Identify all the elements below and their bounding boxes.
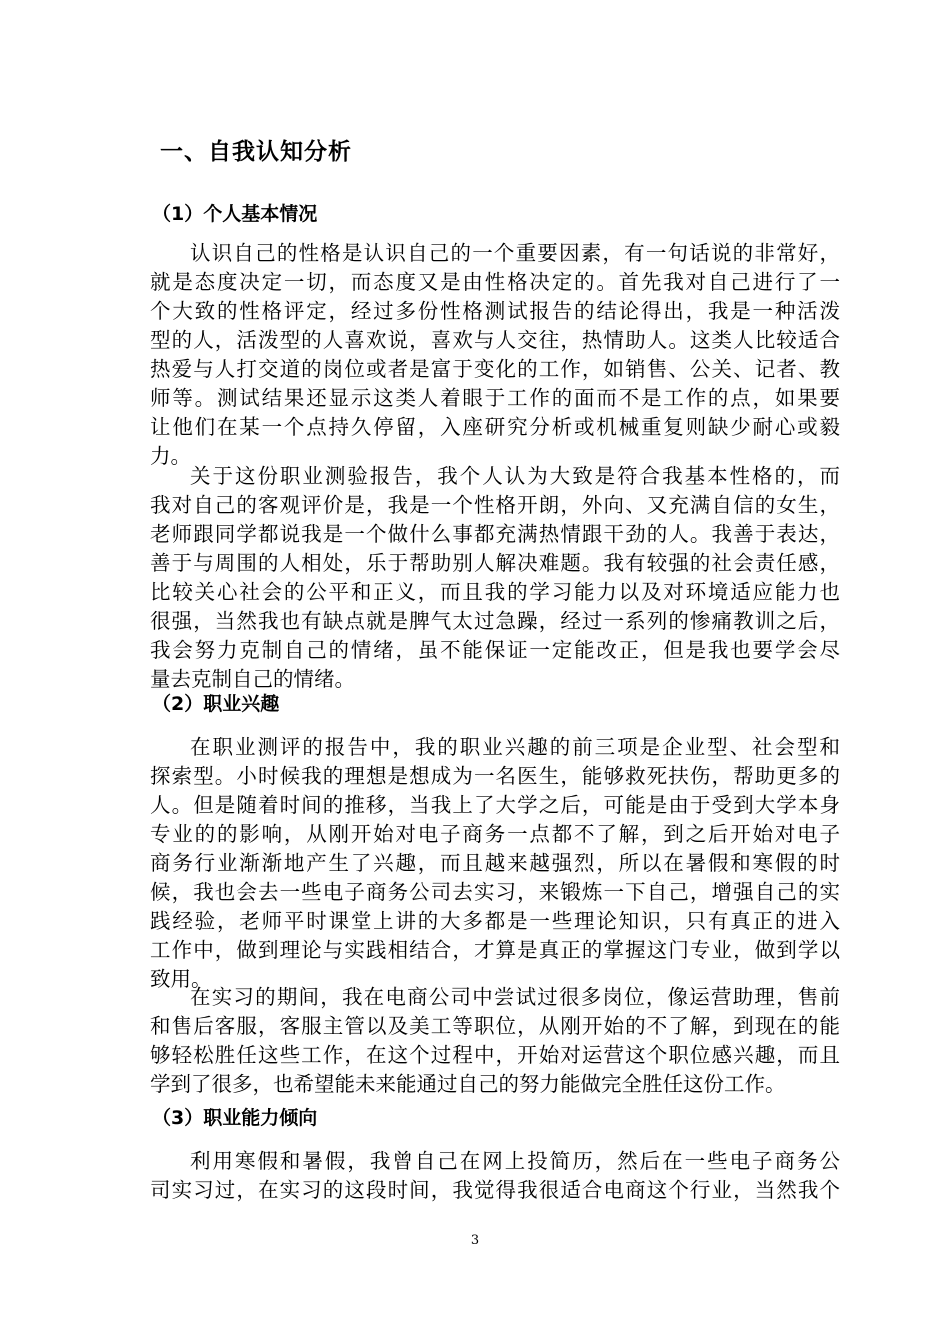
text-line: 探索型。小时候我的理想是想成为一名医生，能够救死扶伤，帮助更多的: [150, 764, 840, 788]
text-line: 人。但是随着时间的推移，当我上了大学之后，可能是由于受到大学本身: [150, 793, 840, 817]
text-line: 力。: [150, 444, 191, 468]
subsection-title: （3）职业能力倾向: [152, 1107, 318, 1129]
subsection-title: （1）个人基本情况: [152, 203, 318, 225]
paragraph: [150, 462, 840, 694]
text-line: 善于与周围的人相处，乐于帮助别人解决难题。我有较强的社会责任感，: [150, 551, 840, 575]
section-heading: 一、自我认知分析: [160, 139, 352, 165]
text-line: 比较关心社会的公平和正义，而且我的学习能力以及对环境适应能力也: [150, 580, 840, 604]
text-line: 够轻松胜任这些工作，在这个过程中，开始对运营这个职位感兴趣，而且: [150, 1043, 840, 1067]
text-line: 认识自己的性格是认识自己的一个重要因素，有一句话说的非常好，: [190, 241, 840, 265]
text-line: 很强，当然我也有缺点就是脾气太过急躁，经过一系列的惨痛教训之后，: [150, 609, 840, 633]
text-line: 利用寒假和暑假，我曾自己在网上投简历，然后在一些电子商务公: [190, 1149, 840, 1173]
text-line: 致用。: [150, 967, 212, 991]
text-line: 我会努力克制自己的情绪，虽不能保证一定能改正，但是我也要学会尽: [150, 638, 840, 662]
text-line: 我对自己的客观评价是，我是一个性格开朗，外向、又充满自信的女生，: [150, 493, 840, 517]
text-line: 践经验，老师平时课堂上讲的大多都是一些理论知识，只有真正的进入: [150, 909, 840, 933]
text-line: 商务行业渐渐地产生了兴趣，而且越来越强烈，所以在暑假和寒假的时: [150, 851, 840, 875]
text-line: 热爱与人打交道的岗位或者是富于变化的工作，如销售、公关、记者、教: [150, 357, 840, 381]
text-line: 候，我也会去一些电子商务公司去实习，来锻炼一下自己，增强自己的实: [150, 880, 840, 904]
text-line: 量去克制自己的情绪。: [150, 667, 355, 691]
text-line: 师等。测试结果还显示这类人着眼于工作的面而不是工作的点，如果要: [150, 386, 840, 410]
paragraph: [150, 733, 840, 994]
text-line: 让他们在某一个点持久停留，入座研究分析或机械重复则缺少耐心或毅: [150, 415, 840, 439]
paragraph: [150, 1147, 840, 1205]
paragraph: [150, 239, 840, 471]
text-line: 学到了很多，也希望能未来能通过自己的努力能做完全胜任这份工作。: [150, 1072, 786, 1096]
text-line: 工作中，做到理论与实践相结合，才算是真正的掌握这门专业，做到学以: [150, 938, 840, 962]
text-line: 在职业测评的报告中，我的职业兴趣的前三项是企业型、社会型和: [190, 735, 840, 759]
text-line: 在实习的期间，我在电商公司中尝试过很多岗位，像运营助理，售前: [190, 985, 840, 1009]
text-line: 和售后客服，客服主管以及美工等职位，从刚开始的不了解，到现在的能: [150, 1014, 840, 1038]
text-line: 个大致的性格评定，经过多份性格测试报告的结论得出，我是一种活泼: [150, 299, 840, 323]
text-line: 司实习过，在实习的这段时间，我觉得我很适合电商这个行业，当然我个: [150, 1178, 840, 1202]
subsection-title: （2）职业兴趣: [152, 693, 280, 715]
text-line: 专业的的影响，从刚开始对电子商务一点都不了解，到之后开始对电子: [150, 822, 840, 846]
text-line: 就是态度决定一切，而态度又是由性格决定的。首先我对自己进行了一: [150, 270, 840, 294]
text-line: 型的人，活泼型的人喜欢说，喜欢与人交往，热情助人。这类人比较适合: [150, 328, 840, 352]
text-line: 老师跟同学都说我是一个做什么事都充满热情跟干劲的人。我善于表达，: [150, 522, 840, 546]
text-line: 关于这份职业测验报告，我个人认为大致是符合我基本性格的，而: [190, 464, 840, 488]
page-number: 3: [470, 1233, 480, 1248]
paragraph: [150, 983, 840, 1099]
